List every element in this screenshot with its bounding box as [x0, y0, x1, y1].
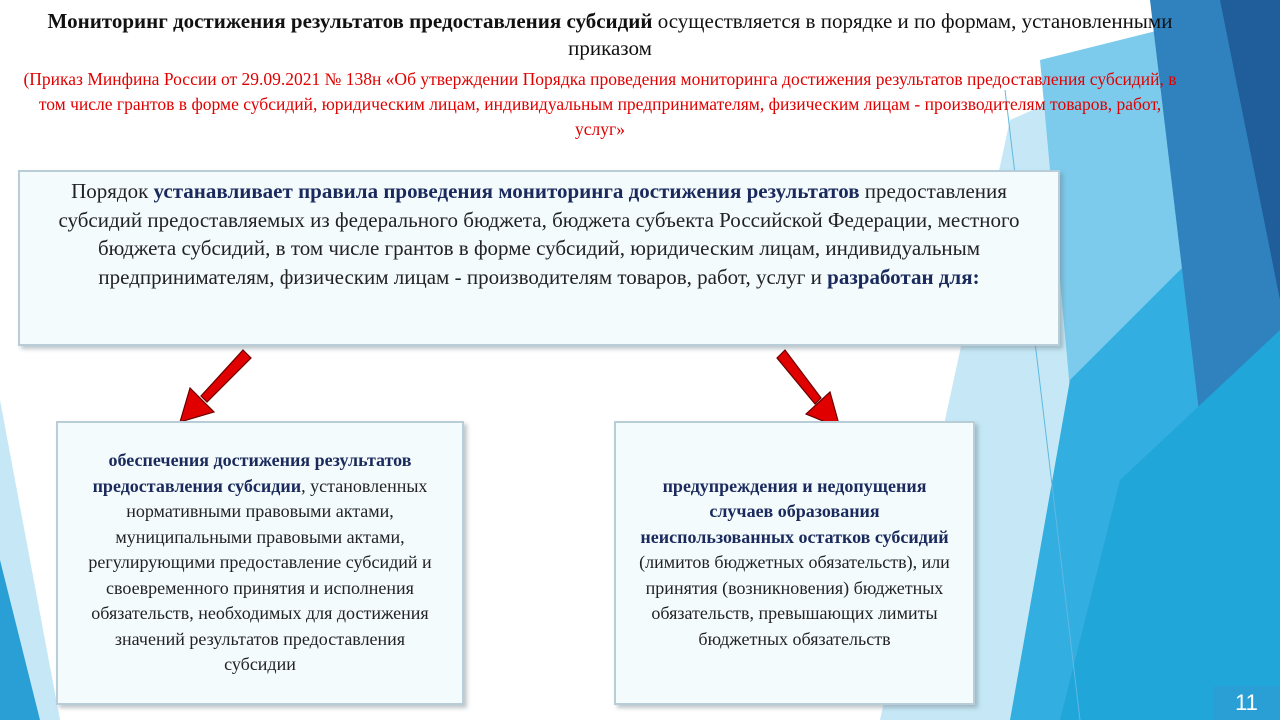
main-bold-1: устанавливает правила проведения мониторинга достижения результатов	[153, 179, 860, 203]
slide-title-bold: Мониторинг достижения результатов предоставления субсидий	[47, 9, 653, 33]
card-left-text: , установленных нормативными правовыми актами, муниципальными правовыми актами, регулирующими предоставление субсидий и своевременного принятия и исполнения обязательств, необходимых для достижения значений результатов предоставления субсидии	[88, 475, 432, 675]
card-right-text: (лимитов бюджетных обязательств), или принятия (возникновения) бюджетных обязательств, превышающих лимиты бюджетных обязательств	[639, 552, 950, 649]
slide-title-rest: осуществляется в порядке и по формам, установленными приказом	[568, 9, 1173, 60]
main-text-2: предоставления субсидий предоставляемых из федерального бюджета, бюджета субъекта Российской Федерации, местного бюджета субсидий, в том числе грантов в форме субсидий, юридическим лицам, индивидуальным предпринимателям, физическим лицам - производителям товаров, работ, услуг и	[58, 179, 1020, 289]
card-right-bold: предупреждения и недопущения случаев образования неиспользованных остатков субсидий	[640, 475, 949, 547]
main-description-box	[18, 170, 1060, 346]
page-number: 11	[1213, 686, 1280, 720]
order-reference: (Приказ Минфина России от 29.09.2021 № 138н «Об утверждении Порядка проведения мониторинга достижения результатов предоставления субсидий, в том числе грантов в форме субсидий, юридическим лицам, индивидуальным предпринимателям, физическим лицам - производителям товаров, работ, услуг»	[23, 69, 1177, 139]
card-left-bold: обеспечения достижения результатов предоставления субсидии	[92, 450, 412, 496]
main-text-1: Порядок	[71, 179, 154, 203]
goal-card-prevention	[614, 421, 975, 705]
main-bold-2: разработан для:	[827, 264, 980, 289]
slide-title	[20, 8, 1200, 62]
goal-card-results	[56, 421, 464, 705]
